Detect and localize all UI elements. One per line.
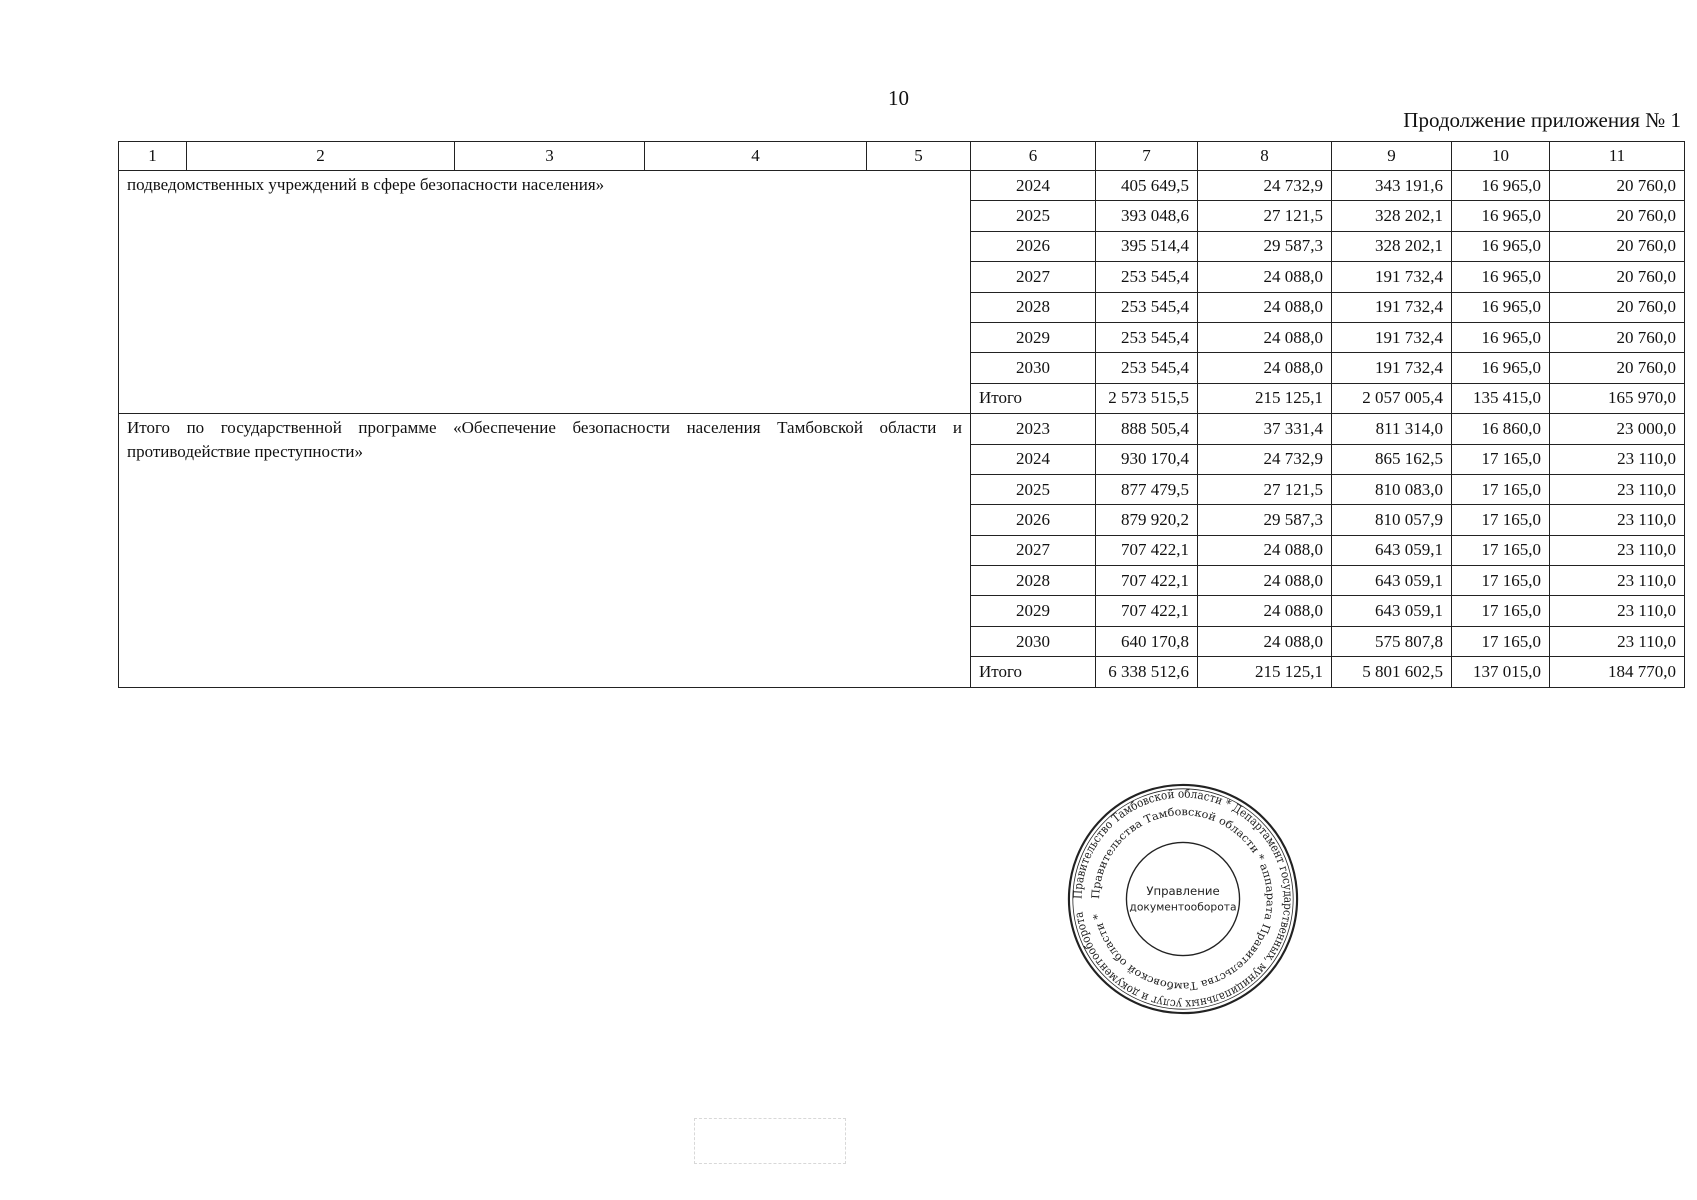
- value-cell: 23 110,0: [1550, 535, 1685, 565]
- value-cell: 27 121,5: [1198, 474, 1332, 504]
- value-cell: 20 760,0: [1550, 231, 1685, 261]
- row-group-description: подведомственных учреждений в сфере безопасности населения»: [119, 171, 971, 414]
- column-header: 5: [867, 142, 971, 171]
- value-cell: 23 110,0: [1550, 566, 1685, 596]
- value-cell: 215 125,1: [1198, 383, 1332, 413]
- column-header: 6: [971, 142, 1096, 171]
- year-cell: 2025: [971, 474, 1096, 504]
- column-header: 7: [1096, 142, 1198, 171]
- seal-middle-ring-text: Правительства Тамбовской области * аппарата Правительства Тамбовской области *: [1089, 805, 1277, 993]
- value-cell: 20 760,0: [1550, 201, 1685, 231]
- value-cell: 810 057,9: [1332, 505, 1452, 535]
- value-cell: 16 965,0: [1452, 353, 1550, 383]
- column-header: 4: [645, 142, 867, 171]
- value-cell: 17 165,0: [1452, 474, 1550, 504]
- seal-center-line1: Управление: [1146, 884, 1220, 899]
- value-cell: 24 088,0: [1198, 626, 1332, 656]
- value-cell: 328 202,1: [1332, 231, 1452, 261]
- value-cell: 640 170,8: [1096, 626, 1198, 656]
- column-header: 2: [187, 142, 455, 171]
- value-cell: 16 965,0: [1452, 231, 1550, 261]
- seal-center-line2: документооборота: [1129, 900, 1237, 914]
- value-cell: 23 110,0: [1550, 444, 1685, 474]
- value-cell: 184 770,0: [1550, 657, 1685, 687]
- value-cell: 24 732,9: [1198, 171, 1332, 201]
- faint-scan-imprint: [694, 1118, 846, 1164]
- value-cell: 393 048,6: [1096, 201, 1198, 231]
- value-cell: 707 422,1: [1096, 535, 1198, 565]
- total-label-cell: Итого: [971, 657, 1096, 687]
- year-cell: 2024: [971, 444, 1096, 474]
- value-cell: 888 505,4: [1096, 414, 1198, 444]
- column-header: 1: [119, 142, 187, 171]
- value-cell: 20 760,0: [1550, 171, 1685, 201]
- value-cell: 23 110,0: [1550, 596, 1685, 626]
- year-cell: 2024: [971, 171, 1096, 201]
- value-cell: 2 057 005,4: [1332, 383, 1452, 413]
- value-cell: 17 165,0: [1452, 535, 1550, 565]
- value-cell: 20 760,0: [1550, 353, 1685, 383]
- table-row: [119, 414, 1685, 444]
- column-header: 10: [1452, 142, 1550, 171]
- value-cell: 16 965,0: [1452, 262, 1550, 292]
- value-cell: 395 514,4: [1096, 231, 1198, 261]
- seal-center-border: [1126, 842, 1239, 955]
- value-cell: 253 545,4: [1096, 262, 1198, 292]
- value-cell: 810 083,0: [1332, 474, 1452, 504]
- value-cell: 20 760,0: [1550, 262, 1685, 292]
- value-cell: 16 965,0: [1452, 292, 1550, 322]
- year-cell: 2030: [971, 353, 1096, 383]
- page-number: 10: [888, 86, 909, 110]
- value-cell: 575 807,8: [1332, 626, 1452, 656]
- year-cell: 2026: [971, 505, 1096, 535]
- value-cell: 191 732,4: [1332, 322, 1452, 352]
- appendix-continuation-note: Продолжение приложения № 1: [1403, 108, 1681, 132]
- value-cell: 877 479,5: [1096, 474, 1198, 504]
- value-cell: 17 165,0: [1452, 505, 1550, 535]
- column-number-row: [119, 142, 1685, 171]
- value-cell: 27 121,5: [1198, 201, 1332, 231]
- value-cell: 643 059,1: [1332, 535, 1452, 565]
- value-cell: 24 088,0: [1198, 322, 1332, 352]
- value-cell: 24 088,0: [1198, 353, 1332, 383]
- value-cell: 253 545,4: [1096, 353, 1198, 383]
- value-cell: 328 202,1: [1332, 201, 1452, 231]
- table-row: [119, 171, 1685, 201]
- value-cell: 20 760,0: [1550, 322, 1685, 352]
- column-header: 11: [1550, 142, 1685, 171]
- year-cell: 2027: [971, 262, 1096, 292]
- column-header: 8: [1198, 142, 1332, 171]
- value-cell: 24 732,9: [1198, 444, 1332, 474]
- value-cell: 17 165,0: [1452, 566, 1550, 596]
- year-cell: 2027: [971, 535, 1096, 565]
- year-cell: 2029: [971, 596, 1096, 626]
- value-cell: 137 015,0: [1452, 657, 1550, 687]
- value-cell: 2 573 515,5: [1096, 383, 1198, 413]
- value-cell: 707 422,1: [1096, 566, 1198, 596]
- value-cell: 23 110,0: [1550, 505, 1685, 535]
- value-cell: 16 860,0: [1452, 414, 1550, 444]
- value-cell: 253 545,4: [1096, 292, 1198, 322]
- value-cell: 24 088,0: [1198, 596, 1332, 626]
- value-cell: 17 165,0: [1452, 626, 1550, 656]
- value-cell: 37 331,4: [1198, 414, 1332, 444]
- value-cell: 343 191,6: [1332, 171, 1452, 201]
- value-cell: 24 088,0: [1198, 566, 1332, 596]
- table-body: [119, 142, 1685, 688]
- year-cell: 2029: [971, 322, 1096, 352]
- year-cell: 2025: [971, 201, 1096, 231]
- value-cell: 24 088,0: [1198, 292, 1332, 322]
- value-cell: 643 059,1: [1332, 566, 1452, 596]
- value-cell: 23 110,0: [1550, 474, 1685, 504]
- value-cell: 20 760,0: [1550, 292, 1685, 322]
- value-cell: 16 965,0: [1452, 322, 1550, 352]
- year-cell: 2028: [971, 566, 1096, 596]
- year-cell: 2030: [971, 626, 1096, 656]
- value-cell: 165 970,0: [1550, 383, 1685, 413]
- column-header: 3: [455, 142, 645, 171]
- value-cell: 23 110,0: [1550, 626, 1685, 656]
- row-group-description: Итого по государственной программе «Обеспечение безопасности населения Тамбовской области и противодействие преступности»: [119, 414, 971, 688]
- official-seal: [1066, 782, 1300, 1016]
- value-cell: 16 965,0: [1452, 201, 1550, 231]
- value-cell: 930 170,4: [1096, 444, 1198, 474]
- value-cell: 191 732,4: [1332, 262, 1452, 292]
- value-cell: 707 422,1: [1096, 596, 1198, 626]
- value-cell: 405 649,5: [1096, 171, 1198, 201]
- value-cell: 643 059,1: [1332, 596, 1452, 626]
- value-cell: 879 920,2: [1096, 505, 1198, 535]
- total-label-cell: Итого: [971, 383, 1096, 413]
- value-cell: 17 165,0: [1452, 596, 1550, 626]
- value-cell: 23 000,0: [1550, 414, 1685, 444]
- value-cell: 215 125,1: [1198, 657, 1332, 687]
- year-cell: 2023: [971, 414, 1096, 444]
- seal-outer-border: [1069, 785, 1297, 1013]
- year-cell: 2028: [971, 292, 1096, 322]
- value-cell: 135 415,0: [1452, 383, 1550, 413]
- value-cell: 191 732,4: [1332, 353, 1452, 383]
- value-cell: 24 088,0: [1198, 262, 1332, 292]
- funding-table: [118, 141, 1685, 688]
- value-cell: 24 088,0: [1198, 535, 1332, 565]
- value-cell: 29 587,3: [1198, 231, 1332, 261]
- value-cell: 253 545,4: [1096, 322, 1198, 352]
- value-cell: 6 338 512,6: [1096, 657, 1198, 687]
- value-cell: 16 965,0: [1452, 171, 1550, 201]
- value-cell: 17 165,0: [1452, 444, 1550, 474]
- seal-outer-ring-text: Правительство Тамбовской области * Департамент государственных, муниципальных услуг и документооборота: [1070, 786, 1296, 1012]
- value-cell: 811 314,0: [1332, 414, 1452, 444]
- value-cell: 865 162,5: [1332, 444, 1452, 474]
- value-cell: 29 587,3: [1198, 505, 1332, 535]
- value-cell: 5 801 602,5: [1332, 657, 1452, 687]
- column-header: 9: [1332, 142, 1452, 171]
- value-cell: 191 732,4: [1332, 292, 1452, 322]
- year-cell: 2026: [971, 231, 1096, 261]
